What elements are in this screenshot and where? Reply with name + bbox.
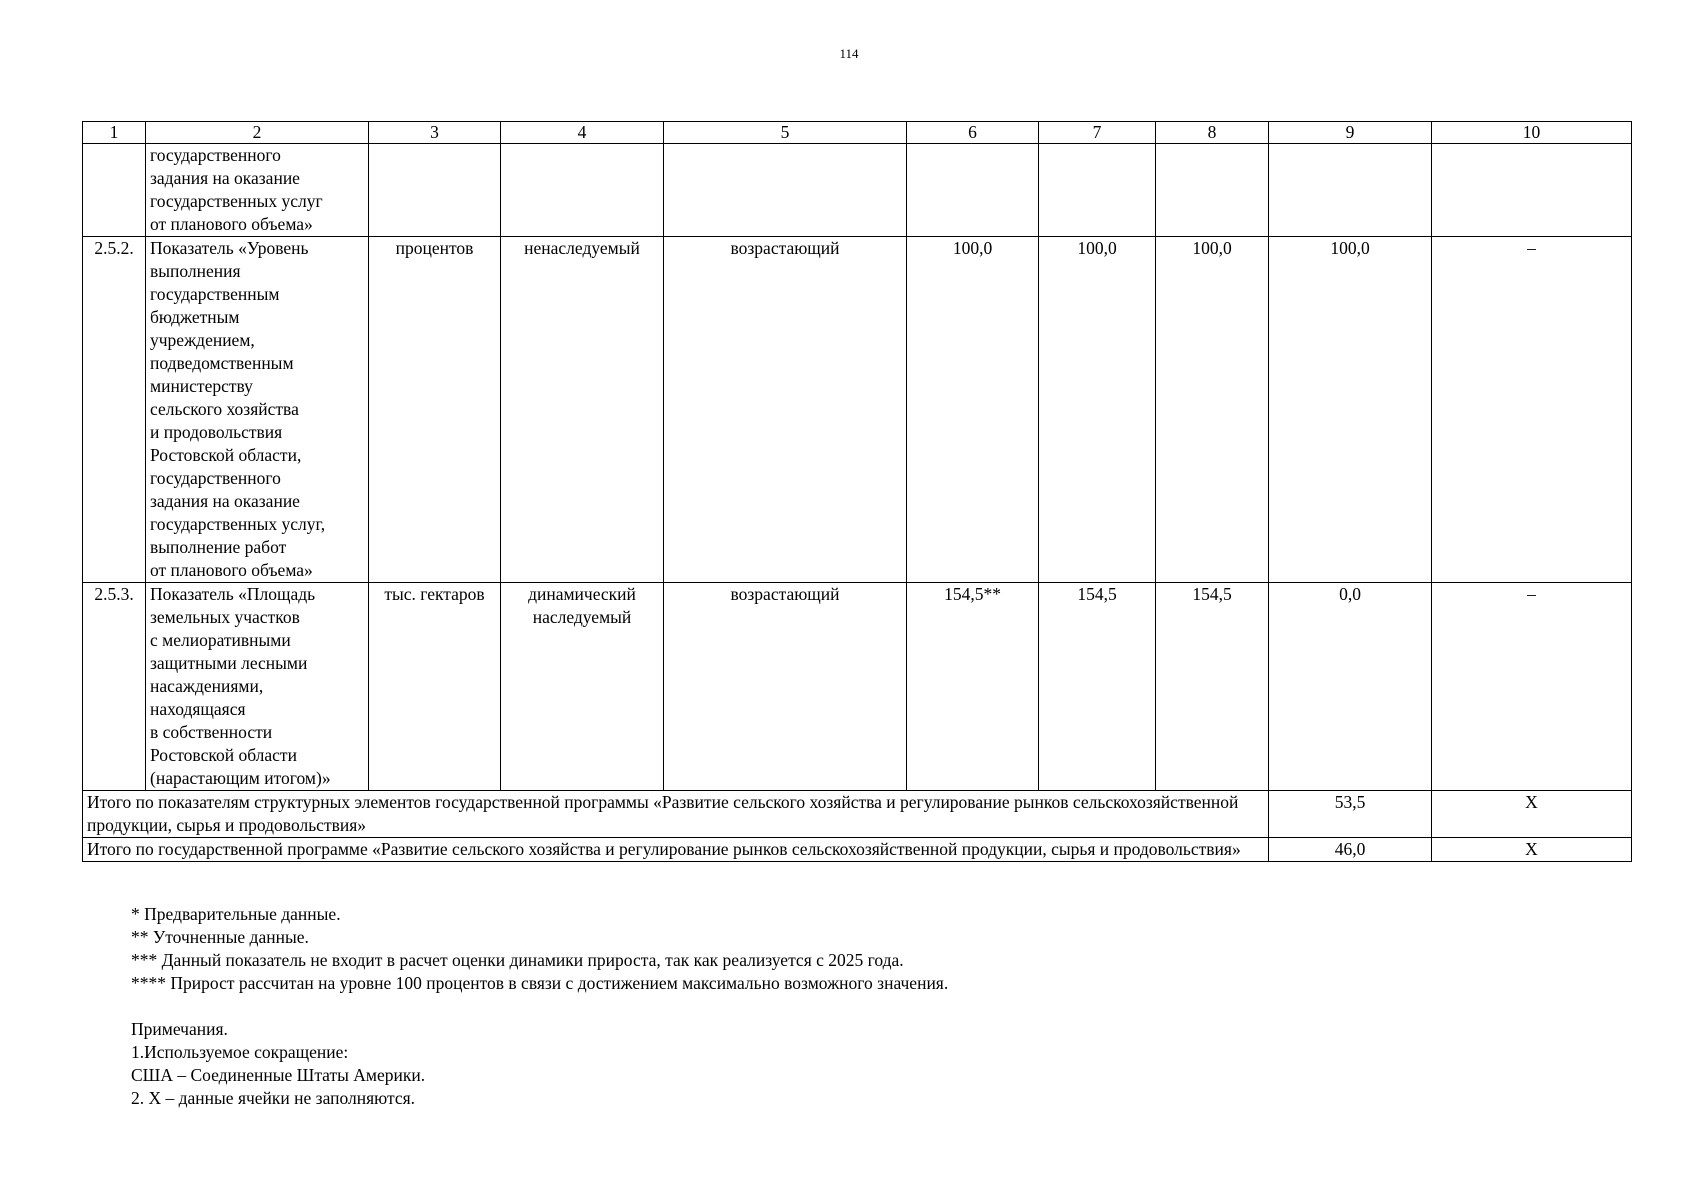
column-header: 6 xyxy=(907,122,1039,144)
page-number: 114 xyxy=(839,46,859,61)
value-cell xyxy=(1039,144,1156,237)
direction-cell xyxy=(664,144,907,237)
direction-cell: возрастающий xyxy=(664,237,907,583)
indicator-name: государственного задания на оказание государственных услуг от планового объема» xyxy=(146,144,369,237)
spacer xyxy=(131,995,948,1018)
table-row xyxy=(83,237,1632,583)
total-label: Итого по показателям структурных элементов государственной программы «Развитие сельского хозяйства и регулирование рынков сельскохозяйственной продукции, сырья и продовольствия» xyxy=(83,791,1269,838)
total-mark: X xyxy=(1432,791,1632,838)
indicators-table xyxy=(82,121,1632,862)
note-item: 1.Используемое сокращение: xyxy=(131,1042,349,1062)
value-cell xyxy=(1156,144,1269,237)
indicator-name: Показатель «Площадь земельных участков с мелиоративными защитными лесными насаждениями, находящаяся в собственности Ростовской области (нарастающим итогом)» xyxy=(146,583,369,791)
notes-title: Примечания. xyxy=(131,1019,228,1039)
row-number: 2.5.3. xyxy=(83,583,146,791)
value-cell: 100,0 xyxy=(1269,237,1432,583)
footnote: *** Данный показатель не входит в расчет оценки динамики прироста, так как реализуется с 2025 года. xyxy=(131,950,904,970)
value-cell xyxy=(1432,144,1632,237)
column-header: 4 xyxy=(501,122,664,144)
column-header: 2 xyxy=(146,122,369,144)
indicator-name: Показатель «Уровень выполнения государственным бюджетным учреждением, подведомственным министерству сельского хозяйства и продовольствия Ростовской области, государственного задания на оказание государственных услуг, выполнение работ от планового объема» xyxy=(146,237,369,583)
footnote: * Предварительные данные. xyxy=(131,904,341,924)
total-row-program xyxy=(83,838,1632,862)
note-item: 2. X – данные ячейки не заполняются. xyxy=(131,1088,416,1108)
column-number-row xyxy=(83,122,1632,144)
column-header: 7 xyxy=(1039,122,1156,144)
value-cell: – xyxy=(1432,583,1632,791)
unit-cell xyxy=(369,144,501,237)
footnote: **** Прирост рассчитан на уровне 100 процентов в связи с достижением максимально возможного значения. xyxy=(131,973,949,993)
column-header: 8 xyxy=(1156,122,1269,144)
unit-cell: процентов xyxy=(369,237,501,583)
note-item: США – Соединенные Штаты Америки. xyxy=(131,1065,426,1085)
indicator-type-cell: динамический наследуемый xyxy=(501,583,664,791)
value-cell: 154,5 xyxy=(1039,583,1156,791)
value-cell: 100,0 xyxy=(1156,237,1269,583)
row-number xyxy=(83,144,146,237)
value-cell xyxy=(907,144,1039,237)
column-header: 5 xyxy=(664,122,907,144)
table-row xyxy=(83,583,1632,791)
total-label: Итого по государственной программе «Развитие сельского хозяйства и регулирование рынков сельскохозяйственной продукции, сырья и продовольствия» xyxy=(83,838,1269,862)
value-cell: 0,0 xyxy=(1269,583,1432,791)
unit-cell: тыс. гектаров xyxy=(369,583,501,791)
footnote: ** Уточненные данные. xyxy=(131,927,309,947)
total-value: 53,5 xyxy=(1269,791,1432,838)
direction-cell: возрастающий xyxy=(664,583,907,791)
column-header: 1 xyxy=(83,122,146,144)
total-row-structural-elements xyxy=(83,791,1632,838)
value-cell: 154,5 xyxy=(1156,583,1269,791)
value-cell xyxy=(1269,144,1432,237)
table-row xyxy=(83,144,1632,237)
value-cell: 100,0 xyxy=(1039,237,1156,583)
value-cell: 154,5** xyxy=(907,583,1039,791)
column-header: 10 xyxy=(1432,122,1632,144)
footnotes-section xyxy=(131,903,948,1110)
total-value: 46,0 xyxy=(1269,838,1432,862)
column-header: 3 xyxy=(369,122,501,144)
column-header: 9 xyxy=(1269,122,1432,144)
indicator-type-cell: ненаследуемый xyxy=(501,237,664,583)
total-mark: X xyxy=(1432,838,1632,862)
row-number: 2.5.2. xyxy=(83,237,146,583)
indicator-type-cell xyxy=(501,144,664,237)
value-cell: – xyxy=(1432,237,1632,583)
value-cell: 100,0 xyxy=(907,237,1039,583)
